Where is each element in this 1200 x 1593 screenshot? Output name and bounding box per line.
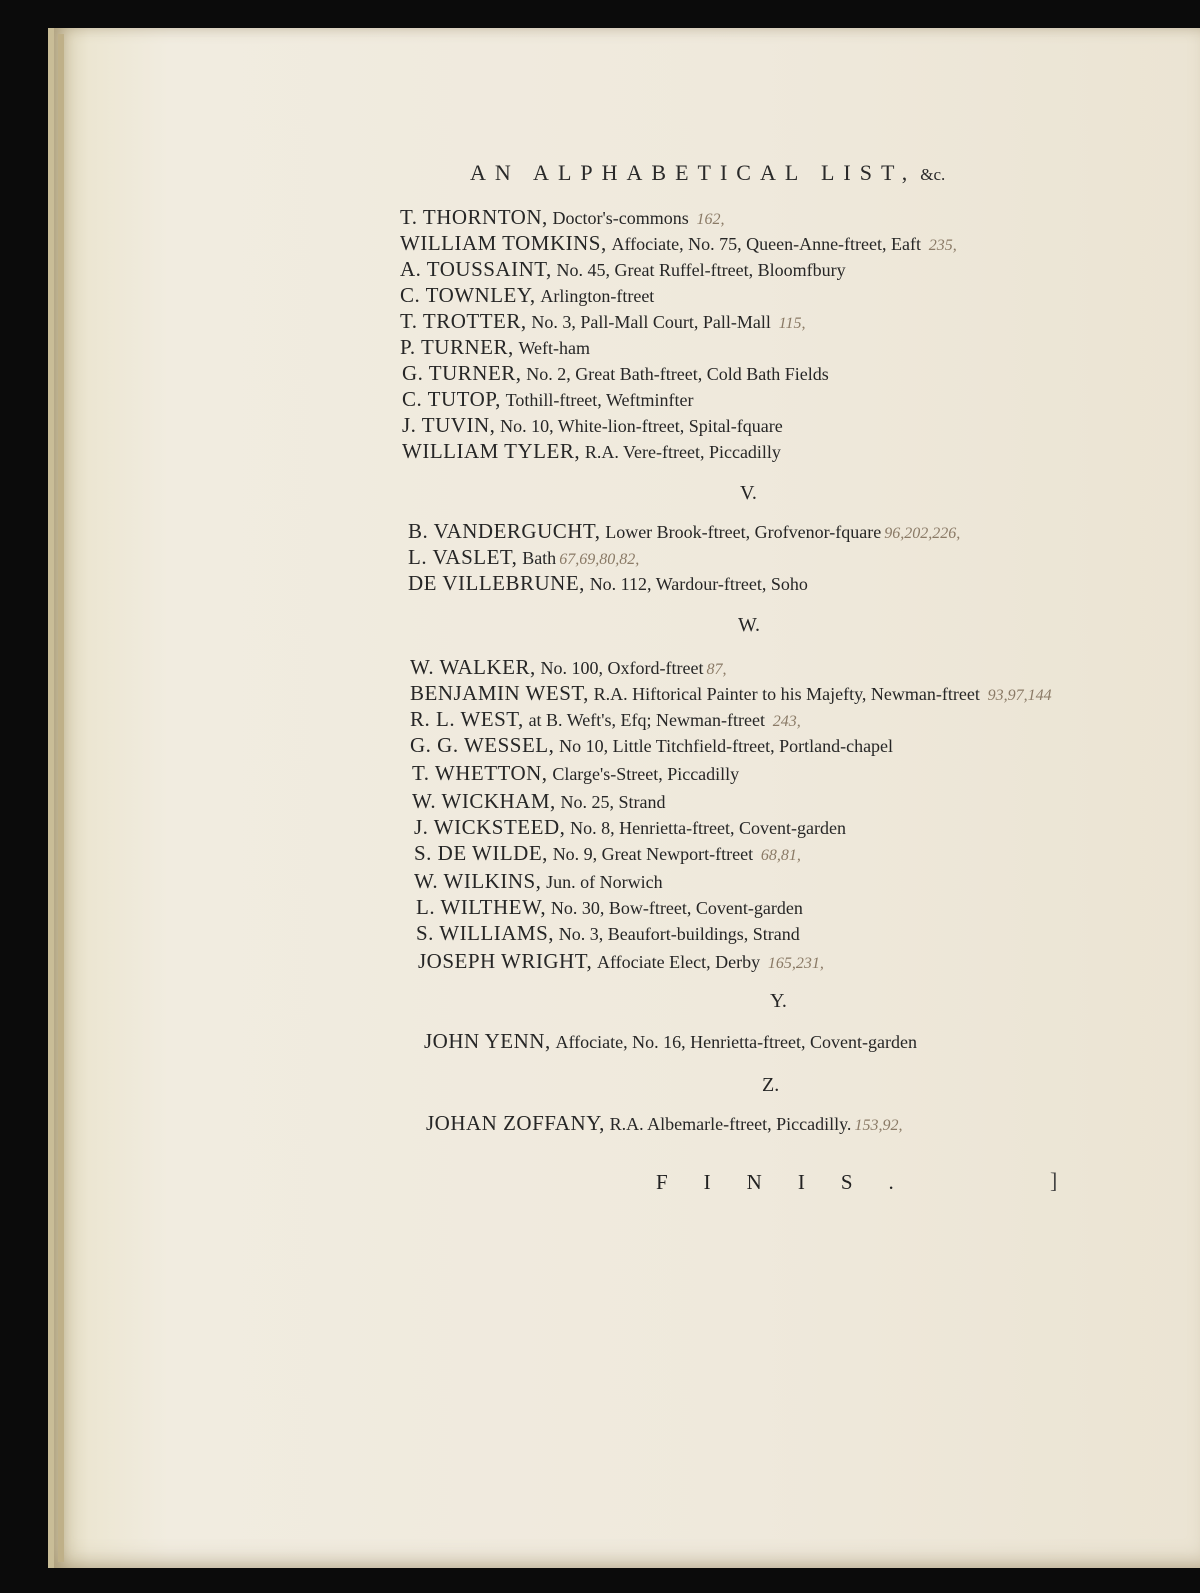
list-item: L. WILTHEW, No. 30, Bow-ftreet, Covent-garden [416,895,803,919]
list-item: G. TURNER, No. 2, Great Bath-ftreet, Cold Bath Fields [402,361,829,385]
header-title: AN ALPHABETICAL LIST, [470,160,917,185]
list-item: T. WHETTON, Clarge's-Street, Piccadilly [412,761,740,785]
list-item: L. VASLET, Bath 67,69,80,82, [408,545,640,569]
list-item: S. DE WILDE, No. 9, Great Newport-ftreet 68,81, [414,841,801,865]
list-item: W. WALKER, No. 100, Oxford-ftreet 87, [410,655,727,679]
header-etc: &c. [920,165,946,184]
list-item: JOHAN ZOFFANY, R.A. Albemarle-ftreet, Piccadilly. 153,92, [426,1111,903,1135]
list-item: W. WILKINS, Jun. of Norwich [414,869,663,893]
list-item: C. TOWNLEY, Arlington-ftreet [400,283,655,307]
list-item: P. TURNER, Weft-ham [400,335,591,359]
bracket-mark: ] [1050,1168,1058,1193]
list-item: BENJAMIN WEST, R.A. Hiftorical Painter to his Majefty, Newman-ftreet 93,97,144 [410,681,1052,705]
list-item: WILLIAM TYLER, R.A. Vere-ftreet, Piccadilly [402,439,781,463]
list-item: S. WILLIAMS, No. 3, Beaufort-buildings, Strand [416,921,800,945]
section-letter-z: Z. [762,1074,780,1096]
list-item: C. TUTOP, Tothill-ftreet, Weftminfter [402,387,694,411]
list-item: JOSEPH WRIGHT, Affociate Elect, Derby 165,231, [418,949,824,973]
finis-text: FINIS. [656,1170,930,1194]
page-header [470,160,1030,186]
list-item: WILLIAM TOMKINS, Affociate, No. 75, Queen-Anne-ftreet, Eaft 235, [400,231,957,255]
section-letter-y: Y. [770,990,787,1012]
list-item: JOHN YENN, Affociate, No. 16, Henrietta-ftreet, Covent-garden [424,1029,917,1053]
page-edge [58,34,64,1562]
list-item: J. TUVIN, No. 10, White-lion-ftreet, Spital-fquare [402,413,783,437]
section-letter-w: W. [738,614,761,636]
list-item: A. TOUSSAINT, No. 45, Great Ruffel-ftreet, Bloomfbury [400,257,846,281]
list-item: R. L. WEST, at B. Weft's, Efq; Newman-ftreet 243, [410,707,801,731]
list-item: T. THORNTON, Doctor's-commons 162, [400,205,725,229]
list-item: J. WICKSTEED, No. 8, Henrietta-ftreet, Covent-garden [414,815,846,839]
list-item: DE VILLEBRUNE, No. 112, Wardour-ftreet, Soho [408,571,808,595]
list-item: T. TROTTER, No. 3, Pall-Mall Court, Pall-Mall 115, [400,309,806,333]
section-letter-v: V. [740,482,757,504]
list-item: G. G. WESSEL, No 10, Little Titchfield-ftreet, Portland-chapel [410,733,894,757]
list-item: B. VANDERGUCHT, Lower Brook-ftreet, Grofvenor-fquare 96,202,226, [408,519,961,543]
list-item: W. WICKHAM, No. 25, Strand [412,789,666,813]
